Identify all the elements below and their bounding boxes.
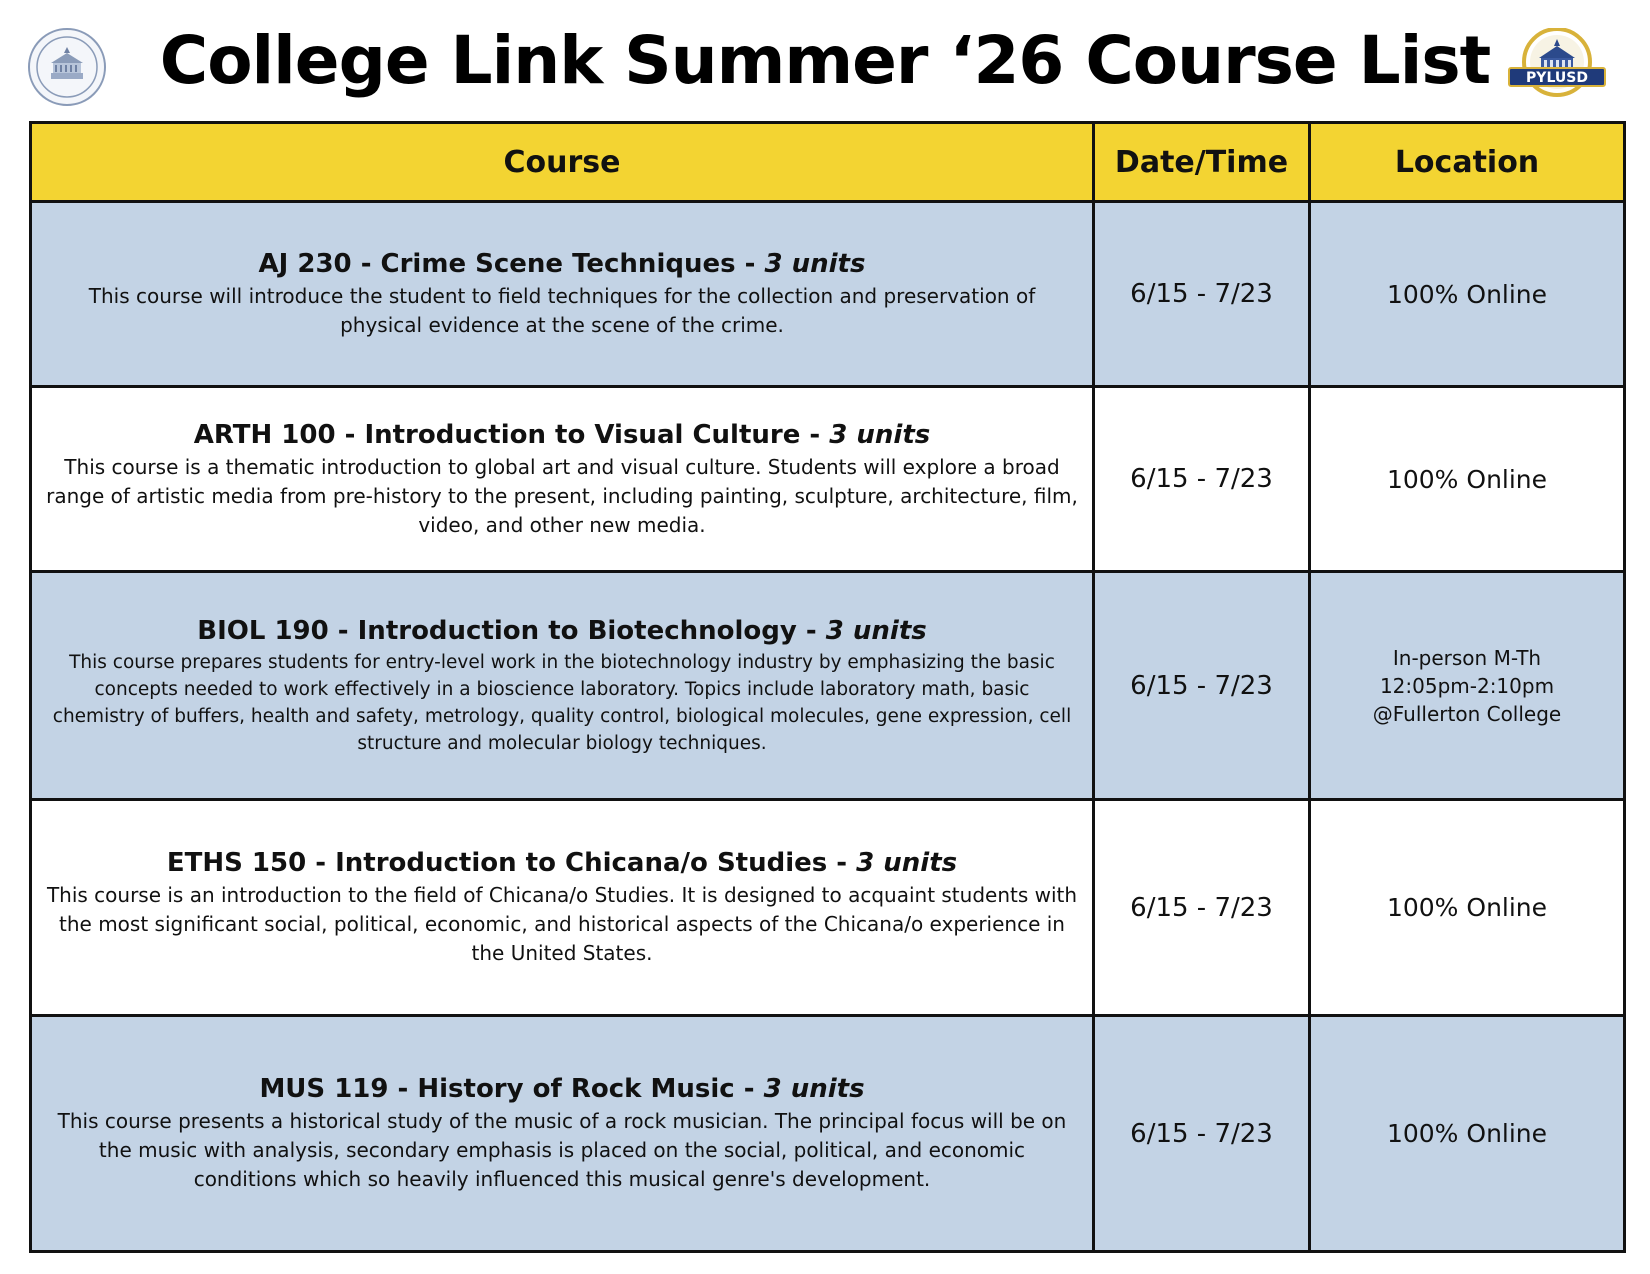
course-description: This course will introduce the student to field techniques for the collection and preservation of physical evidence at the scene of the crime.	[88, 284, 1036, 337]
location-line: 12:05pm-2:10pm	[1379, 673, 1555, 698]
table-row	[31, 387, 1625, 572]
course-title: BIOL 190 - Introduction to Biotechnology - 3 units	[197, 615, 927, 646]
course-title: AJ 230 - Crime Scene Techniques - 3 units	[258, 249, 866, 279]
table-row	[31, 202, 1625, 387]
column-header-datetime: Date/Time	[1094, 123, 1310, 202]
course-units: 3 units	[825, 615, 927, 646]
location-cell: 100% Online	[1310, 1016, 1625, 1252]
course-title: MUS 119 - History of Rock Music - 3 units	[259, 1074, 865, 1104]
course-description: This course is an introduction to the field of Chicana/o Studies. It is designed to acquaint students with the most significant social, political, economic, and historical aspects of the Chicana/o experience in the United States.	[46, 883, 1078, 965]
location-cell: 100% Online	[1310, 387, 1625, 572]
course-description: This course presents a historical study of the music of a rock musician. The principal focus will be on the music with analysis, secondary emphasis is placed on the social, political, and economic conditions which so heavily influenced this musical genre's development.	[57, 1109, 1067, 1191]
page-header	[0, 0, 1650, 118]
location-line: @Fullerton College	[1372, 701, 1562, 726]
column-header-location: Location	[1310, 123, 1625, 202]
course-units: 3 units	[764, 249, 866, 279]
column-header-course: Course	[31, 123, 1094, 202]
page-title: College Link Summer ‘26 Course List	[159, 22, 1491, 99]
date-cell: 6/15 - 7/23	[1094, 800, 1310, 1016]
course-title: ETHS 150 - Introduction to Chicana/o Studies - 3 units	[166, 848, 958, 878]
course-cell	[31, 1016, 1094, 1252]
date-cell: 6/15 - 7/23	[1094, 572, 1310, 800]
course-title: ARTH 100 - Introduction to Visual Culture - 3 units	[193, 419, 931, 450]
location-line: In-person M-Th	[1392, 645, 1542, 670]
location-cell	[1310, 572, 1625, 800]
course-cell	[31, 572, 1094, 800]
course-units: 3 units	[856, 848, 958, 878]
pylusd-logo-icon	[1505, 28, 1609, 100]
course-table	[29, 121, 1626, 1253]
course-description: This course prepares students for entry-level work in the biotechnology industry by emphasizing the basic concepts needed to work effectively in a bioscience laboratory. Topics include laboratory math, basic chemistry of buffers, health and safety, metrology, quality control, biological molecules, gene expression, cell structure and molecular biology techniques.	[52, 651, 1072, 754]
course-cell	[31, 202, 1094, 387]
svg-text:PYLUSD: PYLUSD	[1526, 70, 1588, 86]
course-cell	[31, 387, 1094, 572]
table-header-row	[31, 123, 1625, 202]
table-row	[31, 1016, 1625, 1252]
table-row	[31, 572, 1625, 800]
course-units: 3 units	[763, 1074, 865, 1104]
table-row	[31, 800, 1625, 1016]
course-units: 3 units	[829, 419, 931, 450]
date-cell: 6/15 - 7/23	[1094, 202, 1310, 387]
course-description: This course is a thematic introduction to global art and visual culture. Students will explore a broad range of artistic media from pre-history to the present, including painting, sculpture, architecture, film, video, and other new media.	[46, 454, 1078, 537]
location-cell: 100% Online	[1310, 202, 1625, 387]
date-cell: 6/15 - 7/23	[1094, 387, 1310, 572]
course-cell	[31, 800, 1094, 1016]
date-cell: 6/15 - 7/23	[1094, 1016, 1310, 1252]
location-cell: 100% Online	[1310, 800, 1625, 1016]
